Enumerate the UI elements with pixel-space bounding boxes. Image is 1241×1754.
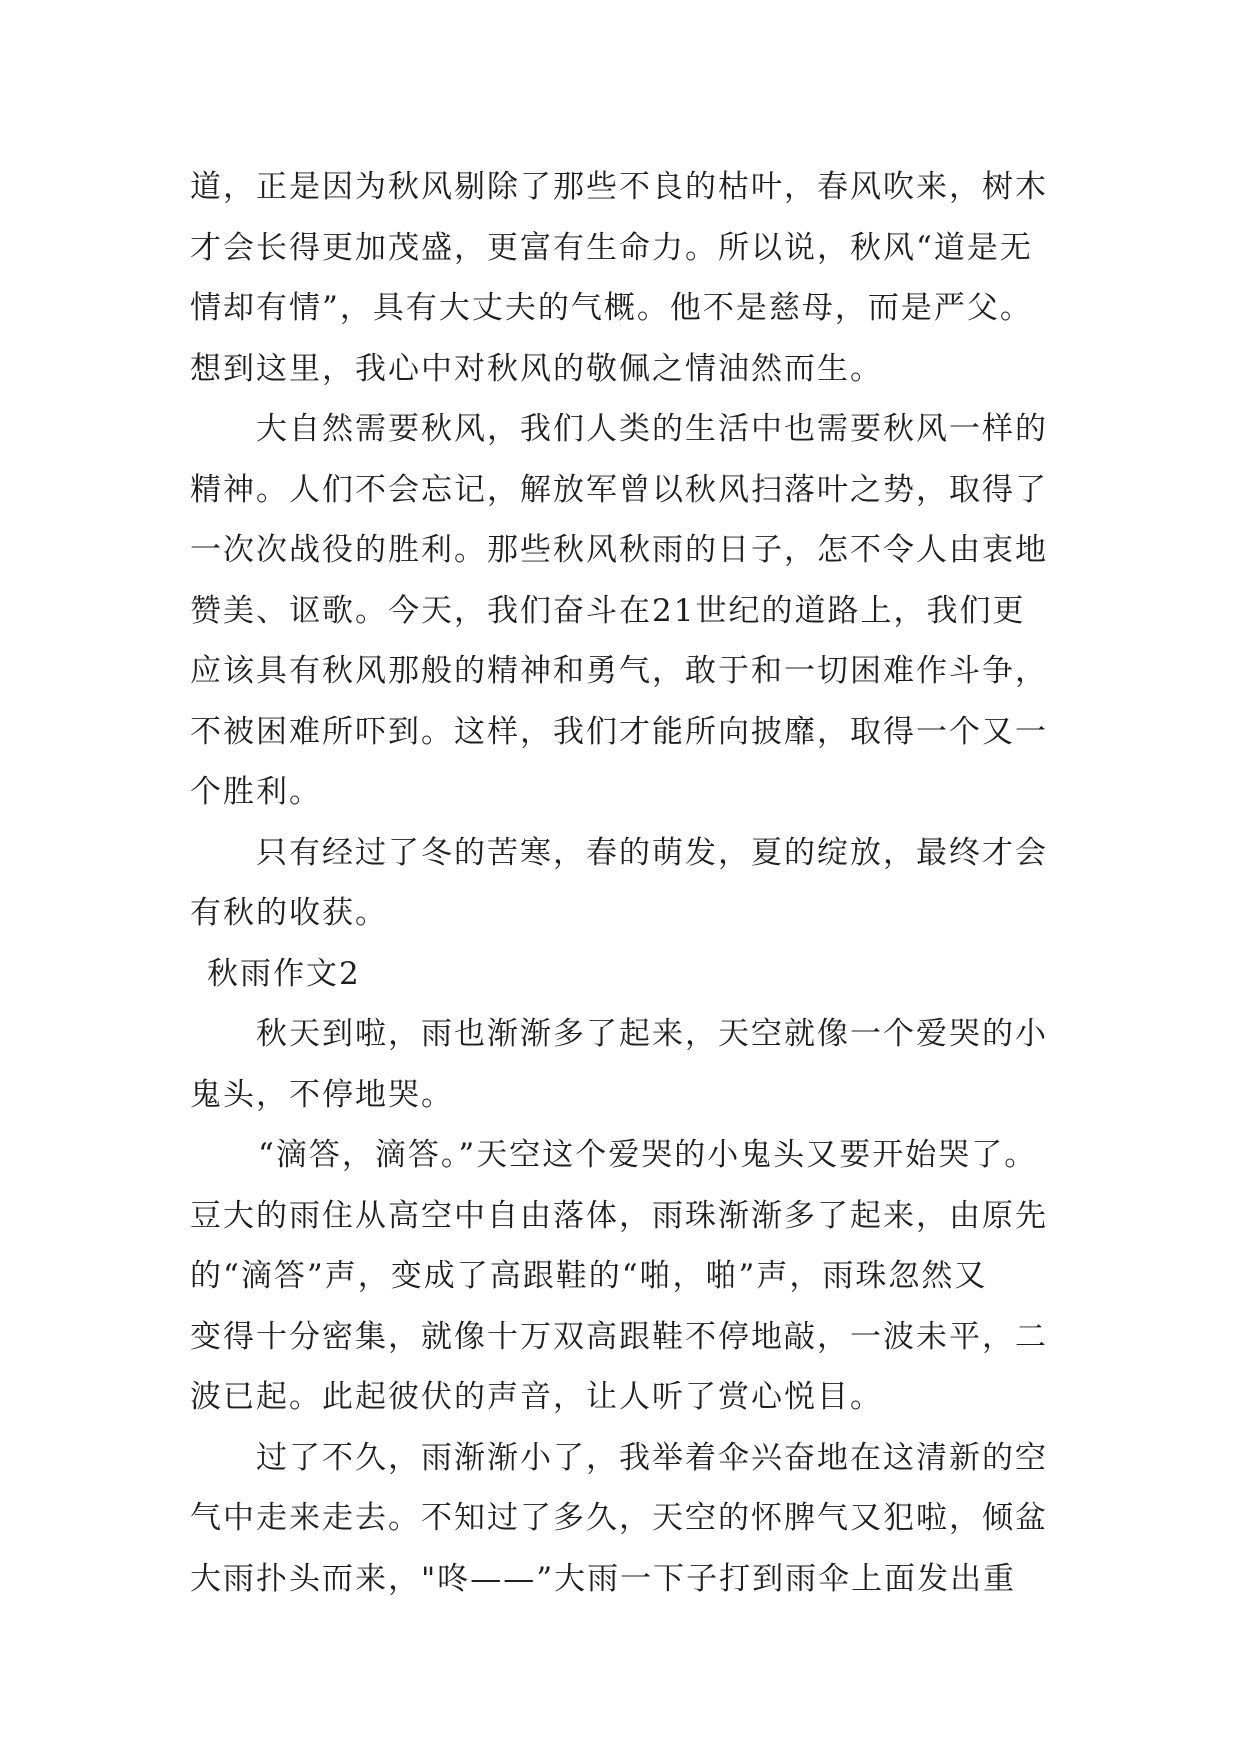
text-line: 应该具有秋风那般的精神和勇气，敢于和一切困难作斗争， xyxy=(190,653,1048,689)
document-body xyxy=(190,157,1150,1609)
text-line: 波已起。此起彼伏的声音，让人听了赏心悦目。 xyxy=(190,1379,883,1415)
text-line: 大自然需要秋风，我们人类的生活中也需要秋风一样的 xyxy=(256,411,1048,447)
paragraph xyxy=(190,157,1150,399)
paragraph xyxy=(190,1125,1150,1428)
text-line: 想到这里，我心中对秋风的敬佩之情油然而生。 xyxy=(190,350,883,387)
text-line: 情却有情”，具有大丈夫的气概。他不是慈母，而是严父。 xyxy=(190,290,1033,326)
text-line: 赞美、讴歌。今天，我们奋斗在21世纪的道路上，我们更 xyxy=(190,592,1026,629)
paragraph xyxy=(190,1004,1150,1125)
text-line: 变得十分密集，就像十万双高跟鞋不停地敲，一波未平，二 xyxy=(190,1318,1048,1355)
text-line: 过了不久，雨渐渐小了，我举着伞兴奋地在这清新的空 xyxy=(256,1439,1048,1476)
text-line: 秋天到啦，雨也渐渐多了起来，天空就像一个爱哭的小 xyxy=(256,1016,1048,1052)
text-line: 道，正是因为秋风剔除了那些不良的枯叶，春风吹来，树木 xyxy=(190,169,1048,205)
text-line: 个胜利。 xyxy=(190,774,322,810)
text-line: 鬼头，不停地哭。 xyxy=(190,1076,454,1113)
text-line: 一次次战役的胜利。那些秋风秋雨的日子，怎不令人由衷地 xyxy=(190,532,1048,568)
text-line: 的“滴答”声，变成了高跟鞋的“啪，啪”声，雨珠忽然又 xyxy=(190,1258,988,1294)
text-line: 只有经过了冬的苦寒，春的萌发，夏的绽放，最终才会 xyxy=(256,834,1048,871)
paragraph xyxy=(190,1428,1150,1610)
text-line: 精神。人们不会忘记，解放军曾以秋风扫落叶之势，取得了 xyxy=(190,471,1048,508)
text-line: 有秋的收获。 xyxy=(190,895,388,931)
text-line: 不被困难所吓到。这样，我们才能所向披靡，取得一个又一 xyxy=(190,713,1048,750)
text-line: “滴答，滴答。”天空这个爱哭的小鬼头又要开始哭了。 xyxy=(258,1137,1038,1173)
text-line: 才会长得更加茂盛，更富有生命力。所以说，秋风“道是无 xyxy=(190,229,1033,266)
text-line: 气中走来走去。不知过了多久，天空的怀脾气又犯啦，倾盆 xyxy=(190,1500,1048,1536)
text-line: 大雨扑头而来，"咚——”大雨一下子打到雨伞上面发出重 xyxy=(190,1560,1017,1597)
essay-title: 秋雨作文2 xyxy=(207,955,361,992)
paragraph xyxy=(190,399,1150,823)
paragraph xyxy=(190,823,1150,944)
text-line: 豆大的雨住从高空中自由落体，雨珠渐渐多了起来，由原先 xyxy=(190,1197,1048,1234)
